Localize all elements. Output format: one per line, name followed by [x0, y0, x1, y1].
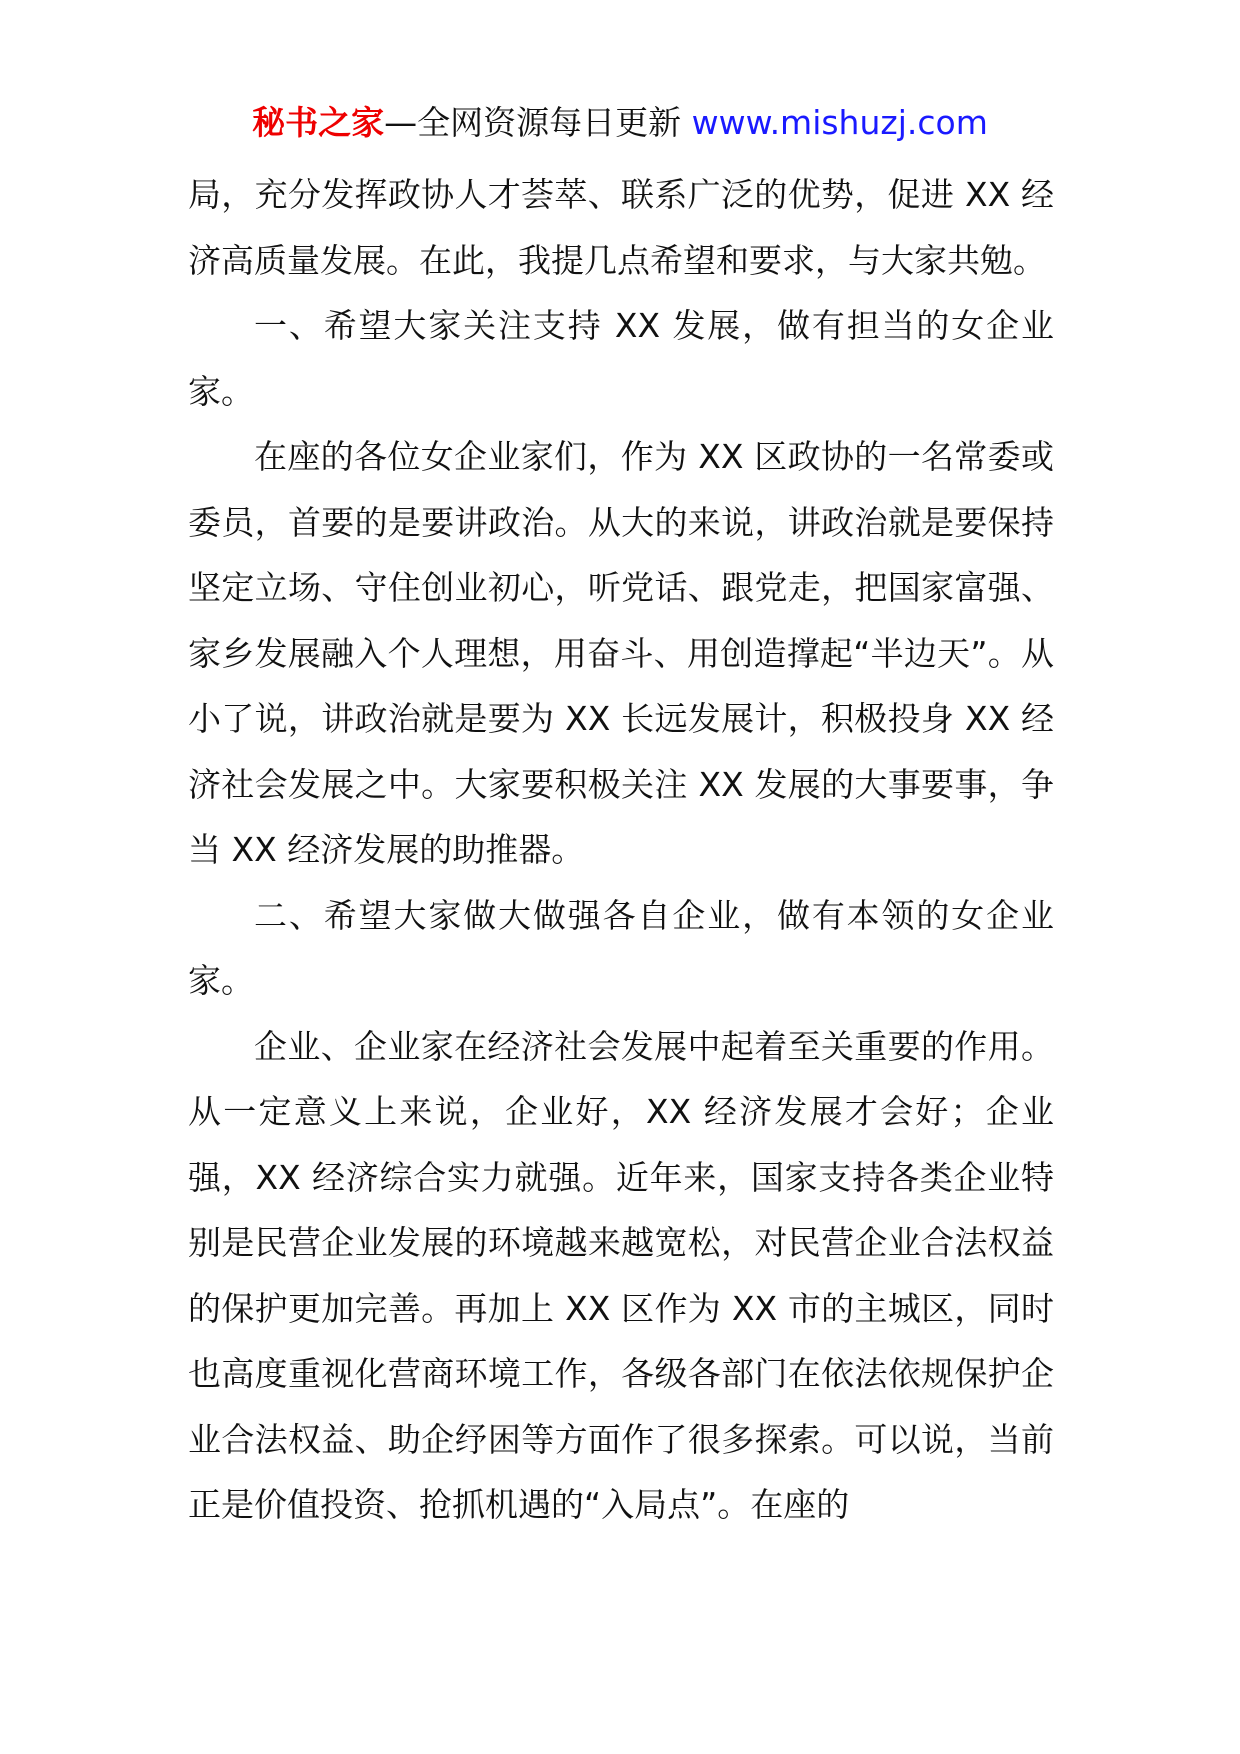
section-heading-2: 二、希望大家做大做强各自企业，做有本领的女企业家。: [188, 895, 1054, 1000]
site-link[interactable]: www.mishuzj.com: [691, 103, 988, 142]
paragraph: 企业、企业家在经济社会发展中起着至关重要的作用。从一定意义上来说，企业好，XX 经济发展才会好；企业强，XX 经济综合实力就强。近年来，国家支持各类企业特别是民营企业发展的环境越来越宽松，对民营企业合法权益的保护更加完善。再加上 XX 区作为 XX 市的主城区，同时也高度重视化营商环境工作，各级各部门在依法依规保护企业合法权益、助企纾困等方面作了很多探索。可以说，当前正是价值投资、抢抓机遇的“入局点”。在座的: [188, 1026, 1054, 1524]
brand-name: 秘书之家: [252, 103, 385, 142]
page-header: [0, 100, 1240, 146]
paragraph-continuation: 局，充分发挥政协人才荟萃、联系广泛的优势，促进 XX 经济高质量发展。在此，我提几点希望和要求，与大家共勉。: [188, 175, 1054, 280]
document-body: [188, 162, 1054, 1538]
section-heading-1: 一、希望大家关注支持 XX 发展，做有担当的女企业家。: [188, 306, 1054, 411]
paragraph: 在座的各位女企业家们，作为 XX 区政协的一名常委或委员，首要的是要讲政治。从大的来说，讲政治就是要保持坚定立场、守住创业初心，听党话、跟党走，把国家富强、家乡发展融入个人理想，用奋斗、用创造撑起“半边天”。从小了说，讲政治就是要为 XX 长远发展计，积极投身 XX 经济社会发展之中。大家要积极关注 XX 发展的大事要事，争当 XX 经济发展的助推器。: [188, 437, 1054, 869]
header-slogan: —全网资源每日更新: [384, 103, 692, 142]
